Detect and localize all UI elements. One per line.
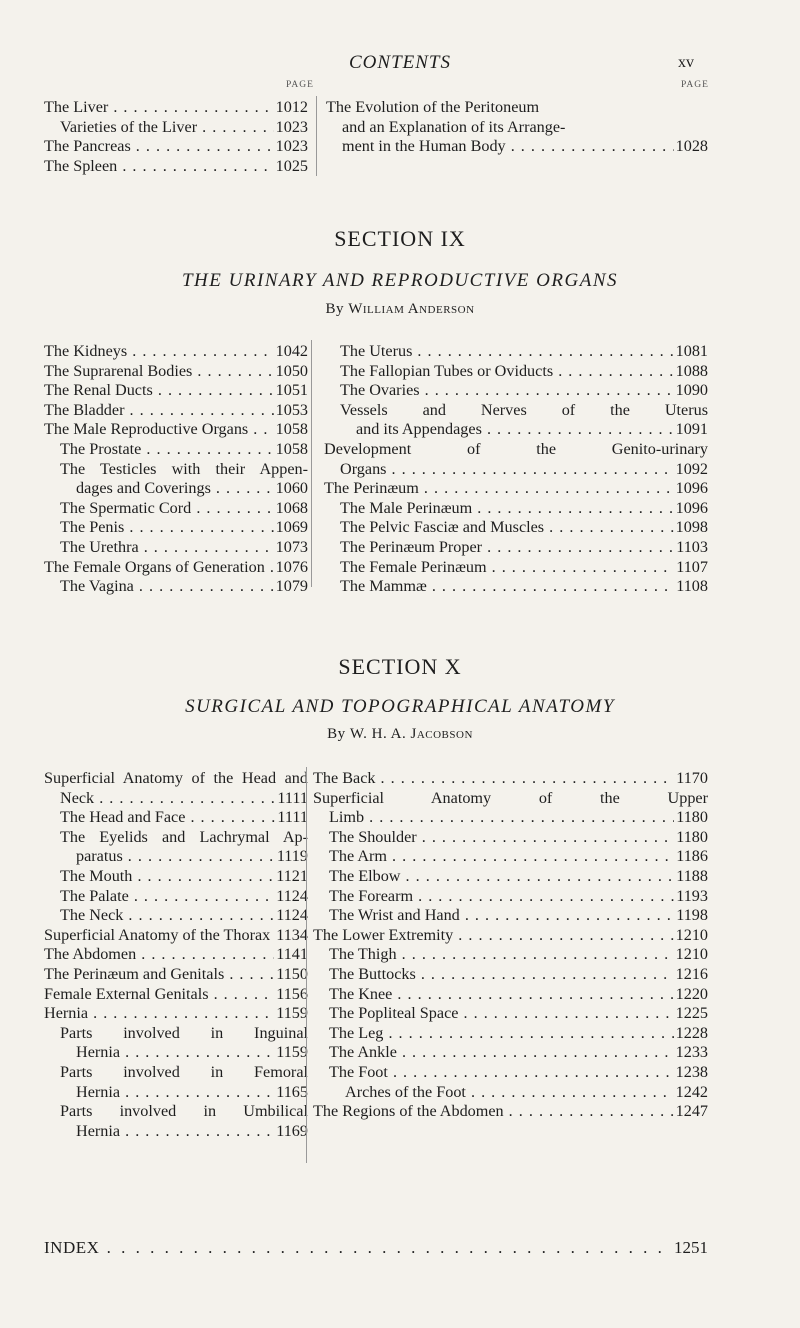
toc-entry-title: The Pelvic Fasciæ and Muscles . . . [340, 518, 674, 538]
toc-entry-page: 1107 [676, 557, 708, 576]
toc-entry-title: The Regions of the Abdomen . . . [313, 1102, 674, 1122]
toc-entry-title: The Mouth . . . [60, 867, 274, 887]
toc-entry-title: The Buttocks . . . [329, 965, 674, 985]
toc-entry-title: The Abdomen . . . [44, 945, 274, 965]
toc-entry[interactable] [44, 828, 308, 867]
toc-entry-title-line: Parts involved in Umbilical [60, 1102, 308, 1121]
toc-entry[interactable] [44, 1024, 308, 1063]
section-10-author [0, 726, 800, 743]
toc-entry-page: 1092 [675, 459, 708, 478]
toc-entry[interactable] [44, 538, 308, 558]
page-column-label: PAGE [681, 80, 709, 90]
toc-entry-title: The Fallopian Tubes or Oviducts . . . [340, 362, 674, 382]
toc-entry-title: Hernia . . . [44, 1004, 274, 1024]
toc-entry[interactable] [44, 137, 308, 157]
toc-entry-page: 1058 [275, 439, 308, 458]
toc-entry-title: The Mammæ . . . [340, 577, 674, 597]
toc-entry-page: 1198 [676, 906, 708, 925]
toc-entry[interactable] [44, 401, 308, 421]
toc-entry-title-line: Parts involved in Femoral [60, 1062, 308, 1081]
index-entry[interactable] [44, 1238, 708, 1258]
toc-entry[interactable] [44, 808, 308, 828]
toc-entry-title: The Wrist and Hand . . . [329, 906, 674, 926]
toc-entry-title: The Elbow . . . [329, 867, 674, 887]
toc-entry-page: 1233 [675, 1043, 708, 1062]
toc-entry-title: The Perinæum and Genitals . . . [44, 965, 274, 985]
toc-entry[interactable] [44, 518, 308, 538]
running-head-page-number: xv [678, 54, 694, 71]
toc-entry[interactable] [44, 362, 308, 382]
author-by: By [325, 301, 344, 317]
toc-entry-page: 1186 [676, 847, 708, 866]
toc-entry-title-line: The Evolution of the Peritoneum [326, 98, 540, 116]
section-9-title: THE URINARY AND REPRODUCTIVE ORGANS [181, 270, 618, 291]
toc-entry-page: 1111 [277, 788, 308, 807]
toc-section-9-left-column [44, 342, 308, 597]
toc-entry-title: The Renal Ducts . . . [44, 381, 274, 401]
toc-entry-title: paratus . . . [76, 847, 275, 867]
toc-entry[interactable] [324, 518, 708, 538]
toc-entry-title: The Suprarenal Bodies . . . [44, 362, 274, 382]
toc-entry-page: 1119 [276, 847, 308, 866]
toc-entry[interactable] [324, 362, 708, 382]
toc-entry-page: 1012 [275, 98, 308, 116]
toc-entry-page: 1180 [676, 827, 708, 846]
toc-section-10-right-column [313, 769, 708, 1122]
section-10-heading: SECTION X [338, 654, 462, 679]
toc-entry-title: Arches of the Foot . . . [345, 1083, 674, 1103]
toc-entry-page: 1228 [675, 1023, 708, 1042]
toc-entry-page: 1076 [275, 557, 308, 576]
toc-entry-page: 1028 [675, 137, 708, 156]
section-9-heading: SECTION IX [334, 226, 466, 251]
toc-entry-title: dages and Coverings . . . [76, 479, 274, 499]
toc-entry-page: 1141 [276, 945, 308, 964]
toc-entry-page: 1073 [275, 537, 308, 556]
toc-entry-title: The Male Perinæum . . . [340, 499, 674, 519]
toc-entry[interactable] [324, 440, 708, 479]
toc-entry-title: Varieties of the Liver . . . [60, 118, 274, 138]
toc-entry-page: 1023 [275, 117, 308, 136]
toc-entry-title-line: and an Explanation of its Arrange- [342, 117, 566, 136]
toc-entry[interactable] [313, 769, 708, 789]
toc-entry-page: 1108 [676, 577, 708, 596]
toc-entry[interactable] [313, 847, 708, 867]
toc-entry-page: 1124 [276, 886, 308, 905]
toc-entry-title-line: Vessels and Nerves of the Uterus [340, 400, 708, 419]
toc-entry-page: 1220 [675, 984, 708, 1003]
toc-entry-title: The Pancreas . . . [44, 137, 274, 157]
toc-entry-title: The Popliteal Space . . . [329, 1004, 674, 1024]
toc-entry-page: 1159 [276, 1043, 308, 1062]
toc-entry-title: The Female Perinæum . . . [340, 558, 674, 578]
toc-entry[interactable] [313, 1063, 708, 1083]
author-by: By [327, 726, 346, 742]
toc-entry[interactable] [324, 577, 708, 597]
toc-top-right-column [326, 98, 708, 157]
toc-entry-title: The Liver . . . [44, 98, 274, 118]
toc-entry-title: The Forearm . . . [329, 887, 674, 907]
section-10-title: SURGICAL AND TOPOGRAPHICAL ANATOMY [185, 696, 615, 717]
toc-entry-page: 1210 [675, 925, 708, 944]
toc-entry-title: The Spermatic Cord . . . [60, 499, 274, 519]
toc-entry[interactable] [313, 945, 708, 965]
toc-entry-title: The Back . . . [313, 769, 674, 789]
author-name: William Anderson [348, 301, 475, 317]
toc-entry-title: The Palate . . . [60, 887, 274, 907]
toc-entry-title: The Perinæum . . . [324, 479, 674, 499]
toc-entry-page: 1156 [276, 984, 308, 1003]
toc-entry[interactable] [313, 906, 708, 926]
toc-entry-page: 1096 [675, 498, 708, 517]
toc-entry[interactable] [313, 965, 708, 985]
toc-entry-page: 1193 [676, 886, 708, 905]
toc-entry-title: The Shoulder . . . [329, 828, 674, 848]
toc-entry-title: The Vagina . . . [60, 577, 274, 597]
toc-entry-page: 1188 [676, 866, 708, 885]
toc-entry-page: 1225 [675, 1004, 708, 1023]
toc-entry[interactable] [313, 1043, 708, 1063]
toc-entry-title: The Urethra . . . [60, 538, 274, 558]
toc-entry-page: 1238 [675, 1062, 708, 1081]
toc-entry-page: 1216 [675, 964, 708, 983]
toc-entry-page: 1124 [276, 906, 308, 925]
toc-entry[interactable] [313, 926, 708, 946]
toc-entry-page: 1103 [676, 537, 708, 556]
toc-entry[interactable] [44, 98, 308, 118]
toc-entry[interactable] [313, 887, 708, 907]
toc-entry-title: The Knee . . . [329, 985, 674, 1005]
toc-entry-page: 1247 [675, 1102, 708, 1121]
index-title: INDEX . . . [44, 1238, 671, 1258]
toc-entry-title: The Male Reproductive Organs . . . [44, 420, 274, 440]
toc-entry-title-line: Parts involved in Inguinal [60, 1023, 308, 1042]
toc-entry-title: Female External Genitals . . . [44, 985, 274, 1005]
toc-entry-title: The Ovaries . . . [340, 381, 674, 401]
toc-entry-page: 1068 [275, 498, 308, 517]
toc-entry-title: The Kidneys . . . [44, 342, 274, 362]
toc-entry[interactable] [44, 926, 308, 946]
author-name: W. H. A. Jacobson [349, 726, 473, 742]
toc-entry[interactable] [44, 1063, 308, 1102]
toc-entry-page: 1242 [675, 1082, 708, 1101]
toc-entry-page: 1091 [675, 420, 708, 439]
toc-entry-page: 1060 [275, 479, 308, 498]
toc-entry-title: The Female Organs of Generation . . . [44, 558, 274, 578]
toc-entry-page: 1121 [276, 866, 308, 885]
toc-entry[interactable] [326, 98, 708, 157]
toc-entry-title: Neck . . . [60, 789, 275, 809]
toc-entry-page: 1079 [275, 577, 308, 596]
toc-entry-page: 1025 [275, 156, 308, 175]
toc-entry-title: The Neck . . . [60, 906, 274, 926]
toc-entry-page: 1180 [676, 808, 708, 827]
toc-entry-title-line: The Eyelids and Lachrymal Ap- [60, 827, 308, 846]
running-head [0, 52, 800, 76]
toc-entry-title: The Perinæum Proper . . . [340, 538, 674, 558]
toc-entry-title: The Thigh . . . [329, 945, 674, 965]
toc-entry[interactable] [313, 1004, 708, 1024]
toc-entry-page: 1081 [675, 342, 708, 360]
toc-entry[interactable] [44, 867, 308, 887]
page-column-label: PAGE [286, 80, 314, 90]
toc-entry[interactable] [44, 985, 308, 1005]
toc-entry[interactable] [44, 440, 308, 460]
toc-entry-title: The Ankle . . . [329, 1043, 674, 1063]
toc-entry-page: 1170 [676, 769, 708, 787]
toc-entry-page: 1050 [275, 361, 308, 380]
toc-entry-title: ment in the Human Body . . . [342, 137, 674, 157]
toc-entry[interactable] [44, 769, 308, 808]
toc-entry[interactable] [313, 789, 708, 828]
toc-entry-title: The Uterus . . . [340, 342, 674, 362]
toc-section-9-right-column [324, 342, 708, 597]
toc-entry-page: 1042 [275, 342, 308, 360]
toc-entry-page: 1111 [277, 808, 308, 827]
toc-entry-page: 1058 [275, 420, 308, 439]
toc-entry[interactable] [324, 479, 708, 499]
toc-entry[interactable] [313, 985, 708, 1005]
toc-entry-page: 1051 [275, 381, 308, 400]
column-divider [316, 96, 317, 176]
toc-entry[interactable] [313, 1083, 708, 1103]
toc-entry[interactable] [44, 906, 308, 926]
toc-entry[interactable] [313, 828, 708, 848]
index-page: 1251 [674, 1238, 708, 1257]
toc-entry-page: 1088 [675, 361, 708, 380]
toc-section-10-left-column [44, 769, 308, 1141]
toc-entry-title: Hernia . . . [76, 1122, 274, 1142]
toc-entry-title: The Leg . . . [329, 1024, 674, 1044]
section-9-author [0, 301, 800, 318]
toc-entry[interactable] [44, 342, 308, 362]
toc-entry-title: The Bladder . . . [44, 401, 274, 421]
toc-entry[interactable] [44, 460, 308, 499]
toc-entry-title: The Head and Face . . . [60, 808, 275, 828]
toc-entry-page: 1159 [276, 1004, 308, 1023]
toc-entry-title: and its Appendages . . . [356, 420, 674, 440]
toc-entry[interactable] [44, 420, 308, 440]
toc-entry[interactable] [324, 342, 708, 362]
toc-entry-page: 1023 [275, 137, 308, 156]
toc-entry[interactable] [44, 945, 308, 965]
toc-entry[interactable] [44, 499, 308, 519]
toc-entry-page: 1069 [275, 518, 308, 537]
toc-entry-page: 1210 [675, 945, 708, 964]
toc-entry[interactable] [44, 381, 308, 401]
toc-entry[interactable] [324, 558, 708, 578]
toc-entry-title-line: Superficial Anatomy of the Head and [44, 769, 308, 787]
toc-entry[interactable] [44, 887, 308, 907]
toc-entry-title: The Arm . . . [329, 847, 674, 867]
toc-entry[interactable] [324, 499, 708, 519]
toc-entry[interactable] [44, 1102, 308, 1141]
toc-entry-title-line: Superficial Anatomy of the Upper [313, 788, 708, 807]
toc-entry[interactable] [324, 401, 708, 440]
toc-entry-title: Organs . . . [340, 460, 674, 480]
toc-entry-title: The Penis . . . [60, 518, 274, 538]
column-divider [306, 767, 307, 1163]
toc-entry-title: Superficial Anatomy of the Thorax . . . [44, 926, 274, 946]
toc-entry-page: 1096 [675, 479, 708, 498]
toc-entry-title: The Spleen . . . [44, 157, 274, 177]
column-divider [311, 340, 312, 587]
running-head-title: CONTENTS [349, 52, 451, 73]
toc-entry-title: Limb . . . [329, 808, 674, 828]
toc-entry-title: The Lower Extremity . . . [313, 926, 674, 946]
toc-entry-title: Hernia . . . [76, 1043, 274, 1063]
toc-entry-page: 1165 [276, 1082, 308, 1101]
toc-entry-page: 1053 [275, 400, 308, 419]
toc-entry-page: 1090 [675, 381, 708, 400]
toc-entry-title: The Foot . . . [329, 1063, 674, 1083]
toc-entry-title: Hernia . . . [76, 1083, 274, 1103]
toc-entry[interactable] [313, 867, 708, 887]
toc-entry[interactable] [313, 1024, 708, 1044]
toc-entry-title-line: Development of the Genito-urinary [324, 439, 708, 458]
toc-entry-page: 1169 [276, 1121, 308, 1140]
toc-entry[interactable] [324, 381, 708, 401]
toc-entry-page: 1150 [276, 964, 308, 983]
toc-top-left-column [44, 98, 308, 176]
toc-entry[interactable] [44, 1004, 308, 1024]
toc-entry-page: 1134 [276, 925, 308, 944]
toc-entry[interactable] [44, 558, 308, 578]
toc-entry-title: The Prostate . . . [60, 440, 274, 460]
toc-entry[interactable] [313, 1102, 708, 1122]
toc-entry-title-line: The Testicles with their Appen- [60, 459, 308, 478]
toc-entry[interactable] [44, 577, 308, 597]
toc-entry[interactable] [324, 538, 708, 558]
toc-entry[interactable] [44, 118, 308, 138]
toc-entry[interactable] [44, 965, 308, 985]
toc-entry[interactable] [44, 157, 308, 177]
toc-entry-page: 1098 [675, 518, 708, 537]
